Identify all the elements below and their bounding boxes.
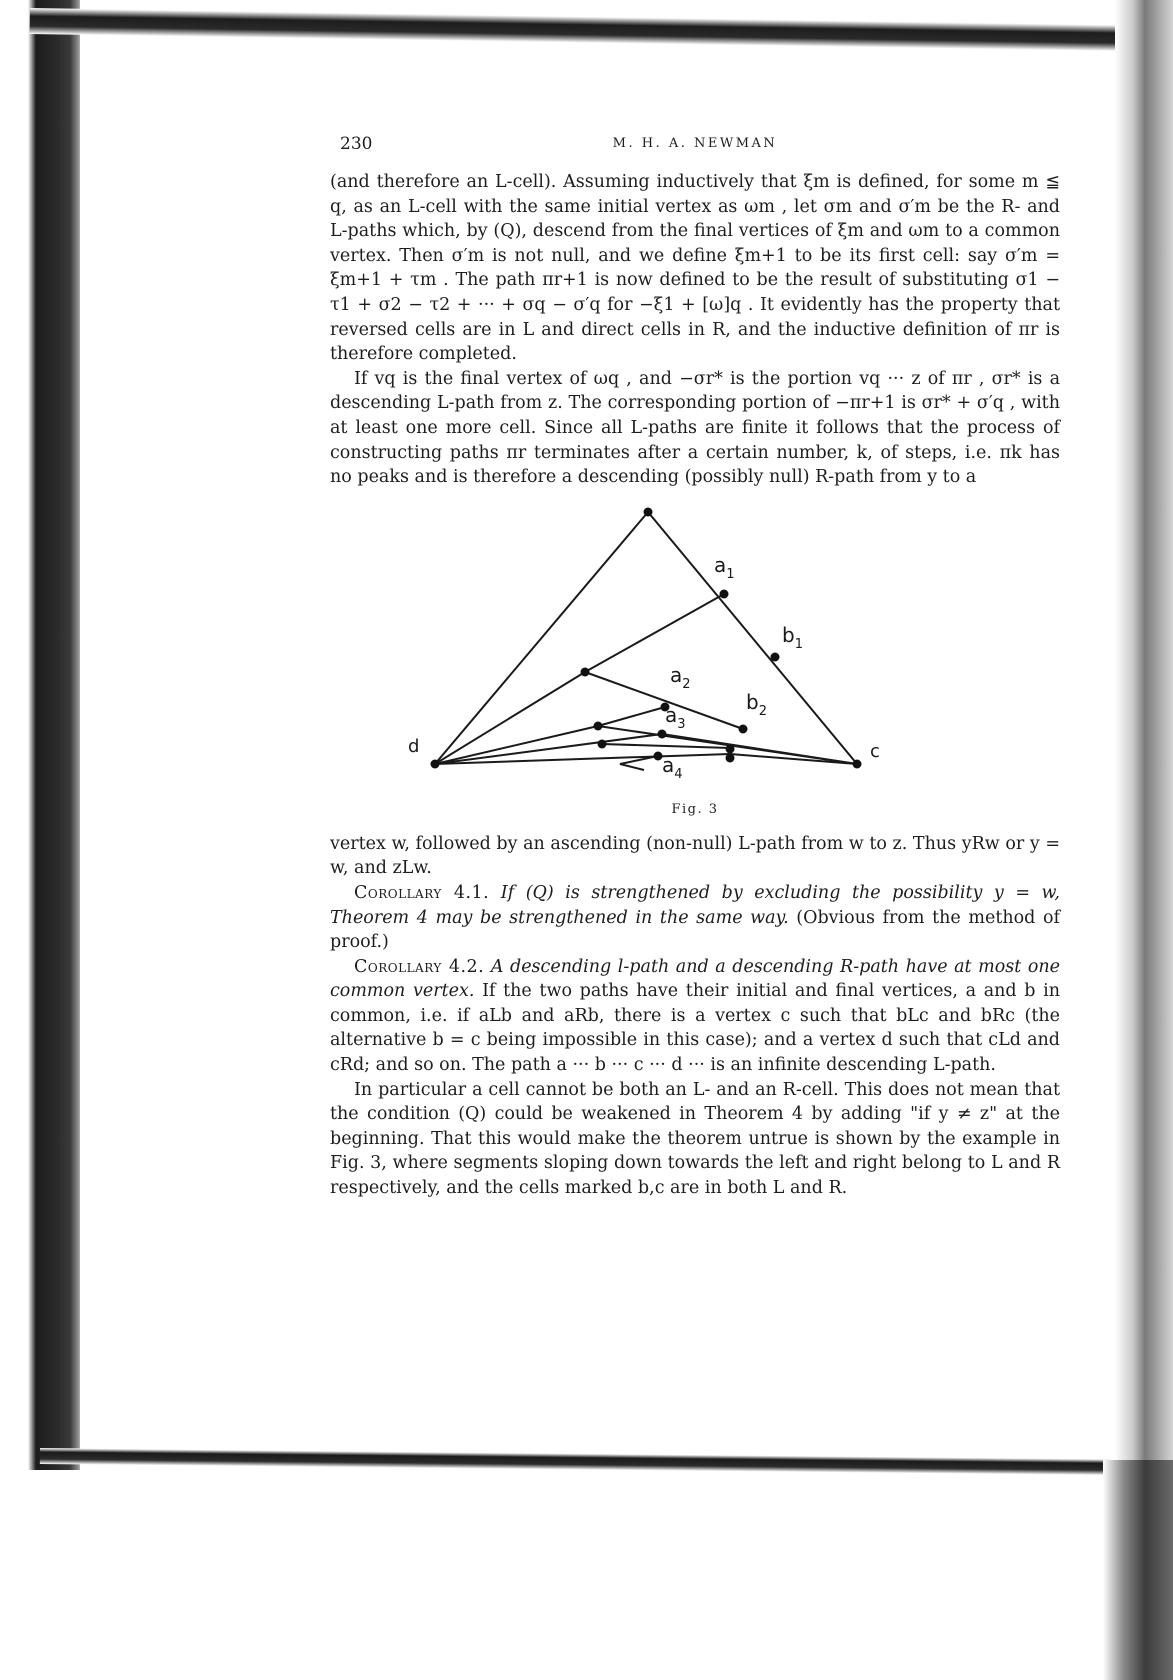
corollary-4-1-proof: (Obvious from the method of proof.)	[330, 907, 1060, 953]
figure-3	[330, 502, 1060, 832]
vertex-a1	[720, 589, 729, 598]
vertex-right-bottom	[726, 753, 735, 762]
vertex-right-lower	[726, 744, 735, 753]
vertex-c	[853, 759, 862, 768]
corollary-4-1-statement: If (Q) is strengthened by excluding the possibility y = w, Theorem 4 may be strengthened in the same way.	[330, 882, 1060, 928]
edge-2-b2	[585, 672, 743, 729]
label-a1: $a_1$	[714, 552, 735, 582]
paragraph-termination: If vq is the final vertex of ωq , and −σr* is the portion vq ··· z of πr , σr* is a descending L-path from z. The corresponding portion of −πr+1 is σr* + σ′q , with at least one more cell. Since all L-paths are finite it follows that the process of constructing paths πr terminates after a certain number, k, of steps, i.e. πk has no peaks and is therefore a descending (possibly null) R-path from y to a	[330, 368, 1060, 488]
running-title: M. H. A. NEWMAN	[612, 136, 778, 151]
figure-3-diagram	[408, 502, 950, 802]
edge-top-d	[435, 512, 648, 764]
vertex-left-upper	[581, 667, 590, 676]
edge-a2-left	[598, 707, 665, 726]
right-page-edge-lower	[1103, 1460, 1173, 1680]
vertex-b2	[739, 724, 748, 733]
page-content	[330, 134, 1060, 1201]
paragraph-remark: In particular a cell cannot be both an L- and an R-cell. This does not mean that the condition (Q) could be weakened in Theorem 4 by adding "if y ≠ z" at the beginning. That this would make the theorem untrue is shown by the example in Fig. 3, where segments sloping down towards the left and right belong to L and R respectively, and the cells marked b,c are in both L and R.	[330, 1079, 1060, 1199]
book-spine-shadow	[0, 0, 80, 1470]
corollary-4-2-heading: Corollary 4.2.	[354, 956, 485, 977]
corollary-4-1-heading: Corollary 4.1.	[354, 882, 490, 903]
vertex-d	[431, 759, 440, 768]
running-head	[330, 134, 1060, 160]
edge-a3-c	[662, 734, 857, 764]
vertex-a3	[658, 729, 667, 738]
vertex-top	[644, 507, 653, 516]
label-d: d	[408, 735, 420, 757]
label-a3: $a_3$	[665, 702, 686, 732]
figure-labels	[408, 553, 880, 782]
edge-4	[602, 744, 730, 748]
corollary-4-1	[330, 881, 1060, 955]
vertex-left-lower	[598, 739, 607, 748]
corollary-4-2-statement: A descending l-path and a descending R-path have at most one common vertex.	[330, 956, 1060, 1002]
label-b2: $b_2$	[746, 689, 767, 719]
paragraph-conclusion: vertex w, followed by an ascending (non-null) L-path from w to z. Thus yRw or y = w, and zLw.	[330, 833, 1060, 879]
vertex-left-mid	[594, 721, 603, 730]
corollary-4-2-proof: If the two paths have their initial and final vertices, a and b in common, i.e. if aLb and aRb, there is a vertex c such that bLc and bRc (the alternative b = c being impossible in this case); and a vertex d such that cLd and cRd; and so on. The path a ··· b ··· c ··· d ··· is an infinite descending L-path.	[330, 981, 1060, 1076]
edge-a1-left	[585, 594, 724, 672]
label-a4: $a_4$	[662, 752, 683, 782]
corollary-4-2	[330, 955, 1060, 1078]
paragraph-induction: (and therefore an L-cell). Assuming inductively that ξm is defined, for some m ≦ q, as an L-cell with the same initial vertex as ωm , let σm and σ′m be the R- and L-paths which, by (Q), descend from the final vertices of ξm and ωm to a common vertex. Then σ′m is not null, and we define ξm+1 to be its first cell: say σ′m = ξm+1 + τm . The path πr+1 is now defined to be the result of substituting σ1 − τ1 + σ2 − τ2 + ··· + σq − σ′q for −ξ1 + [ω]q . It evidently has the property that reversed cells are in L and direct cells in R, and the inductive definition of πr is therefore completed.	[330, 172, 1060, 365]
page-number: 230	[340, 134, 373, 154]
edge-2-d	[435, 672, 585, 764]
label-c: c	[870, 740, 880, 762]
vertex-b1	[771, 652, 780, 661]
label-a2: $a_2$	[670, 662, 691, 692]
label-b1: $b_1$	[782, 622, 803, 652]
right-page-edge	[1115, 0, 1173, 1680]
figure-caption: Fig. 3	[671, 801, 719, 817]
